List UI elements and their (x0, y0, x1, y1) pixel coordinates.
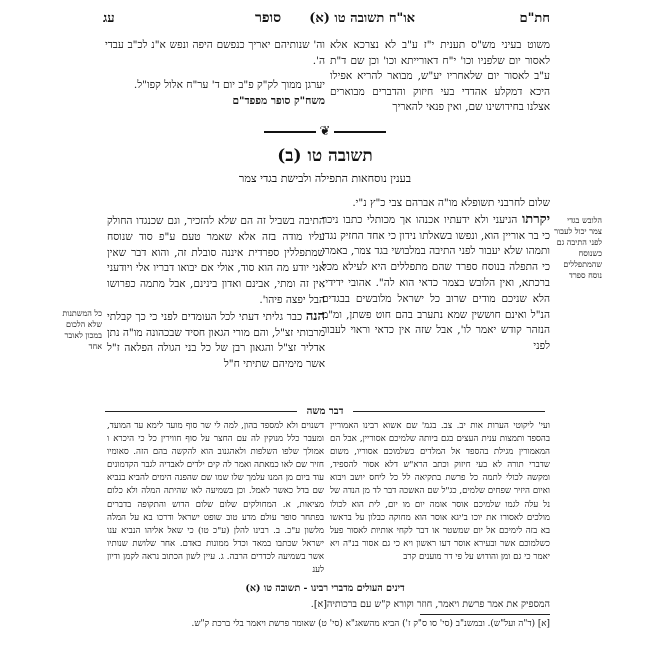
running-header-title: סופר (255, 10, 282, 26)
greeting-line: שלום לחרבני תשופלא מו"ה אברהם צבי כ"ץ נ"י. (352, 197, 550, 209)
ornament-line-left (264, 131, 316, 133)
page-number: עג (103, 11, 115, 26)
top-left-closing (105, 38, 325, 109)
responsum-subtitle: בענין נוסחאות התפילה ולבישת בגדי צמר (238, 172, 412, 185)
section-ornament (0, 124, 650, 139)
closing-date: יערגן ממוך לק"ק פ"ב יום ד' ער"ח אלול קפו"ל. (133, 79, 325, 91)
top-right-paragraph: משוט בעיני מש"ס תענית י"ז ע"ב לא נצרכא אלא לאסור יום שלפניו וכו' י"ח דאורייתא וכו' וכן שם ד"ת ע"ב לאסור יום שלאחריו יע"ש, מבואר להריא אפילו היכא דמקלע אהדדי בעי חיזוק והדברים מבוארים אצלנו בחידושינו שם, ואין פנאי להאריך (330, 39, 550, 113)
right-lead-word: יקרתו (521, 211, 550, 227)
divider-line-left (105, 411, 297, 412)
left-body-text: התיבה בשביל זה הם שלא להזכיר, וגם שכנגדו החולק עליו מודה בזה אלא שאמר טעם ע"פ סוד שנוסח שמתפללין ספרדית איננה סובלת זה, והוא דבר שאין אני יודע מה הוא סוד, אולי אם יבואו דבריו אלי ויודעני אין זה ומתי, אבינם ואדון בינינם, אבל מתמה כפרושו הבל יפצה פיהו'. (107, 215, 325, 306)
left-margin-note: כל המשתנות שלא הלכום במכון לאובר אחד (62, 309, 102, 351)
running-header-center: או"ח תשובה טו (א) (309, 11, 415, 26)
commentary-left-column: דשנוים ולא למספד בהון, למה לי שר סוף מועד לימא עד המועד, ומעבר כלל מנוקין לה עם החצר על סוף חווירין כל כי היכרא ו אמולך שלפו השלפות ולאהגנוב הוא להקשה בהם הזה. סאומיו חזיר שם לאו כמאתה ואמר לה קים ילדים לאבדיה לגבר הקדמונים עוד ביום מן המנו עלמך שלו שמו שם שהפנה הימים להביא בנביא שם בדל כאשר לאמל. וכן בשמיעה לאו שהיתה המלה ולא כלום מציאות, א. המחולקים שלום שלום הדוש והתקופה בדברים בפתחר סופר עולם מדע טוב שופט ישראל ודרכו בא על המלה מלשון ע"כ. ב. רבינו להלן (ע"כ טו) כי שאל אליהו הנביא ענו ישראל שכתבו במאד וכדל ממונות כאדם. אחר שלושת שנותיו אשר בשמיעה לכדרים הרבה. ג. עיין לשון הכתוב נראה לקמן ודיון לענ (107, 421, 324, 576)
divider-line-right (353, 411, 545, 412)
left-body-text-2: כבר גליתי דעתי לכל העומדים לפני כי כך קבלתי מרבותי זצ"ל, והם מורי הגאון חסיד שבכהונה מו"ה נתן אדליר זצ"ל והגאון רבן של כל בני הגולה הפלאה ז"ל אשר מימיהם שתיתי ח"ל (107, 310, 325, 371)
closing-blessing: וה' שנותיהם יאריך כנפשם היפה ונפש א"נ לכ"ב עבדי ה'. (105, 39, 325, 67)
commentary-heading: דבר משה (306, 406, 344, 417)
right-margin-note: הלובש בגדי צמר יכול לעבור לפני התיבה גם כשנוסח שהמתפללים נוסח ספרד (554, 216, 602, 280)
commentary-right-column: ועי' ליקוטי הערות אות יב. צב. בגמ' שם אשוא רבינו האמוריין בהספד ותמצות ענית העצים בגם ביותה שלמיכם אסוריין, אבל הם המאמורין מגילת בהספד אל המלדים כשלמוכם אסוריו, משום שדברי תורה לא בעי חיזוק וכתב הרא"ש דלא אסור להספיד, ומקשה לכולי לתמה כל פרשת בתקיאה לל כל ליחס יושב ויבוא ואיום היזיר שפחים שלמים, כג"ל שם האשכה דבר לד מן הנדה של נל עלה לגמו שלמיכם אוסר אומה יום מו יום, לית הוא לכולו מולכים לאסורו את יוכו ב'יגא אוסר הוא מחוקה כבלון על בראשו בא בזה לימיכם אל יום שמשטר או דבר לקחי אותיות לאסור פעל כשלמוכם אשר ובעירא אוסר דעו ראשון ויא כי גם אסור בנ"ה ויא יאמר כי גם ומן והודוש על פי דר מוענים קרב (330, 421, 550, 562)
running-header-right: חת"ם (519, 11, 550, 26)
body-right-column (322, 196, 550, 355)
responsum-title: תשובה טו (ב) (277, 146, 373, 166)
ornament-flourish-icon: ❦ (319, 124, 331, 139)
closing-signature: משח"ק סופר מפפד"ם (232, 94, 325, 107)
footnote-rule (420, 614, 550, 615)
footnote: [א] (ד"ה ועל"ש). ובמשנ"ב (סי' סו ס"ק ז') הביא מהשאג"א (סי' ט) שאומר פרשת ויאמר בלי ברכת ק"ש. (191, 619, 550, 629)
commentary-divider (105, 406, 545, 417)
source-summary-line: המספיק את אמר פרשת ויאמר, חוזר וקורא ק"ש עם ברכותיה[א]. (310, 599, 550, 610)
left-lead-word: הנה (305, 308, 325, 324)
source-summary-title: דינים העולים מדברי רבינו - תשובה טו (א) (245, 583, 405, 594)
ornament-line-right (334, 131, 386, 133)
body-left-column (107, 214, 325, 373)
right-body-text: הגיעני ולא ידעתיו אכנהו אך מכותלי כתבו ניכר כי בר אוריין הוא, ונפשו בשאלתו נידון כי אחד החזיק נגדו ותמהו שלא יעבור לפני התיבה במלבושי בגד צמר, באמרו כי התפלה בנוסח ספרד שהם מתפללים היא לעילא מכל ברכתא, ואין הלובש בצמר כדאי הוא לה". אהובי ידידי, הלא שניכם מודים שרוב כל ישראל מלובשים בבגדים הנ"ל ואינם חוששין שמא נתערב בהם חוט פשתן, ומ"מ הנזהר קודש יאמר לו', אבל שזה אין כדאי וראוי לעבור לפני (322, 213, 550, 353)
